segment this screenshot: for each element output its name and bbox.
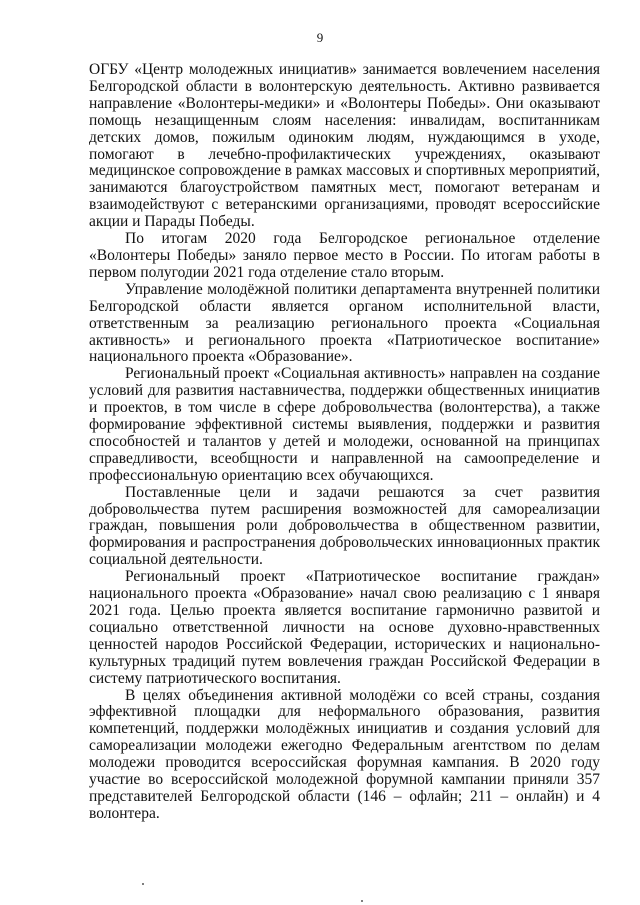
paragraph-socialnaya-aktivnost: Региональный проект «Социальная активность» направлен на создание условий для развития наставничества, поддержки общественных инициатив и проектов, в том числе в сфере добровольчества (волонтерства), а также формирование эффективной системы выявления, поддержки и развития способностей и талантов у детей и молодежи, основанной на принципах справедливости, всеобщности и направленной на самоопределение и профессиональную ориентацию всех обучающихся. [89,365,600,484]
paragraph-patrioticheskoe-vospitanie: Региональный проект «Патриотическое воспитание граждан» национального проекта «Образование» начал свою реализацию с 1 января 2021 года. Целью проекта является воспитание гармонично развитой и социально ответственной личности на основе духовно-нравственных ценностей народов Российской Федерации, исторических и национально-культурных традиций путем вовлечения граждан Российской Федерации в систему патриотического воспитания. [89,568,600,687]
paragraph-forumnaya-kampaniya: В целях объединения активной молодёжи со всей страны, создания эффективной площадки для неформального образования, развития компетенций, поддержки молодёжных инициатив и создания условий для самореализации молодежи ежегодно Федеральным агентством по делам молодежи проводится всероссийская форумная кампания. В 2020 году участие во всероссийской молодежной форумной кампании приняли 357 представителей Белгородской области (146 – офлайн; 211 – онлайн) и 4 волонтера. [89,686,600,822]
paragraph-upravlenie-molodezhnoy-politiki: Управление молодёжной политики департамента внутренней политики Белгородской области является органом исполнительной власти, ответственным за реализацию регионального проекта «Социальная активность» и регионального проекта «Патриотическое воспитание» национального проекта «Образование». [89,280,600,366]
scan-speck [142,883,144,885]
document-body [89,62,600,823]
paragraph-celi-i-zadachi: Поставленные цели и задачи решаются за счет развития добровольчества путем расширения возможностей для самореализации граждан, повышения роли добровольчества в общественном развитии, формирования и распространения добровольческих инновационных практик социальной деятельности. [89,483,600,569]
page-number: 9 [316,30,324,45]
paragraph-itogi-2020: По итогам 2020 года Белгородское региональное отделение «Волонтеры Победы» заняло первое место в России. По итогам работы в первом полугодии 2021 года отделение стало вторым. [89,230,600,281]
paragraph-centr-molodezhnyh-iniciativ: ОГБУ «Центр молодежных инициатив» занимается вовлечением населения Белгородской области в волонтерскую деятельность. Активно развивается направление «Волонтеры-медики» и «Волонтеры Победы». Они оказывают помощь незащищенным слоям населения: инвалидам, воспитанникам детских домов, пожилым одиноким людям, нуждающимся в уходе, помогают в лечебно-профилактических учреждениях, оказывают медицинское сопровождение в рамках массовых и спортивных мероприятий, занимаются благоустройством памятных мест, помогают ветеранам и взаимодействуют с ветеранскими организациями, проводят всероссийские акции и Парады Победы. [89,61,600,231]
scan-speck [361,900,363,902]
